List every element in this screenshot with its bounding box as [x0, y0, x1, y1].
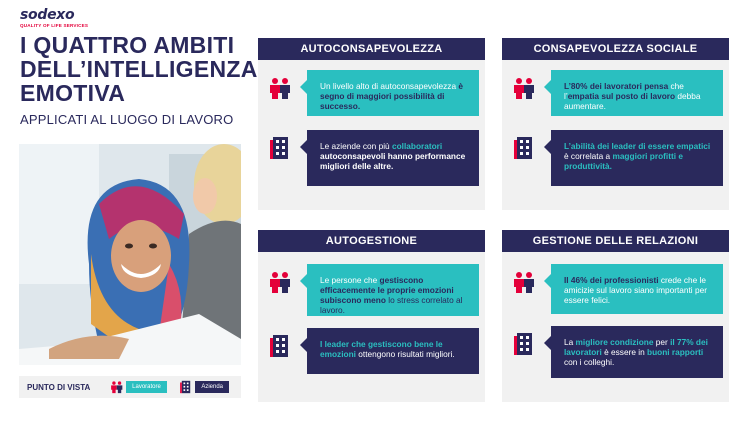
company-row	[502, 326, 729, 378]
company-row	[502, 130, 729, 186]
panel-gestione-relazioni	[502, 230, 729, 402]
page-title: I QUATTRO AMBITI DELL’INTELLIGENZA EMOTIVA	[20, 32, 257, 106]
panel-autogestione	[258, 230, 485, 402]
photo-two-women-colleagues	[19, 144, 241, 365]
building-icon	[512, 332, 536, 356]
building-icon	[268, 334, 292, 358]
logo-tagline: QUALITY OF LIFE SERVICES	[20, 23, 89, 28]
sodexo-logo	[20, 8, 88, 28]
company-fact: La migliore condizione per il 77% dei lavoratori è essere in buoni rapporti con i colleghi.	[551, 326, 723, 378]
panel-title: AUTOCONSAPEVOLEZZA	[258, 38, 485, 60]
employee-fact: Il 46% dei professionisti crede che le amicizie sul lavoro siano importanti per essere felici.	[551, 264, 723, 314]
people-icon	[512, 76, 536, 100]
panel-title: AUTOGESTIONE	[258, 230, 485, 252]
employee-row	[502, 70, 729, 116]
photo-illustration	[19, 144, 241, 365]
building-icon	[512, 136, 536, 160]
building-icon	[268, 136, 292, 160]
company-fact: L’abilità dei leader di essere empatici è correlata a maggiori profitti e produttività.	[551, 130, 723, 186]
building-icon	[179, 380, 192, 394]
legend-employee-pill: Lavoratore	[126, 381, 167, 393]
company-row	[258, 328, 485, 374]
company-fact: Le aziende con più collaboratori autoconsapevoli hanno performance migliori delle altre.	[307, 130, 479, 186]
page-subtitle: APPLICATI AL LUOGO DI LAVORO	[20, 112, 234, 127]
panel-consapevolezza-sociale	[502, 38, 729, 210]
panel-title: CONSAPEVOLEZZA SOCIALE	[502, 38, 729, 60]
people-icon	[268, 76, 292, 100]
employee-fact: L’80% dei lavoratori pensa che l’empatia sul posto di lavoro debba aumentare.	[551, 70, 723, 116]
people-icon	[110, 380, 123, 394]
panel-autoconsapevolezza	[258, 38, 485, 210]
employee-fact: Le persone che gestiscono efficacemente le proprie emozioni subiscono meno lo stress correlato al lavoro.	[307, 264, 479, 316]
legend-bar	[19, 376, 241, 398]
employee-fact: Un livello alto di autoconsapevolezza è segno di maggiori possibilità di successo.	[307, 70, 479, 116]
legend-label: PUNTO DI VISTA	[27, 382, 91, 392]
logo-wordmark: sodexo	[20, 7, 75, 23]
company-fact: I leader che gestiscono bene le emozioni ottengono risultati migliori.	[307, 328, 479, 374]
employee-row	[258, 264, 485, 316]
company-row	[258, 130, 485, 186]
panel-title: GESTIONE DELLE RELAZIONI	[502, 230, 729, 252]
legend-company-pill: Azienda	[195, 381, 229, 393]
employee-row	[502, 264, 729, 314]
people-icon	[512, 270, 536, 294]
people-icon	[268, 270, 292, 294]
employee-row	[258, 70, 485, 116]
